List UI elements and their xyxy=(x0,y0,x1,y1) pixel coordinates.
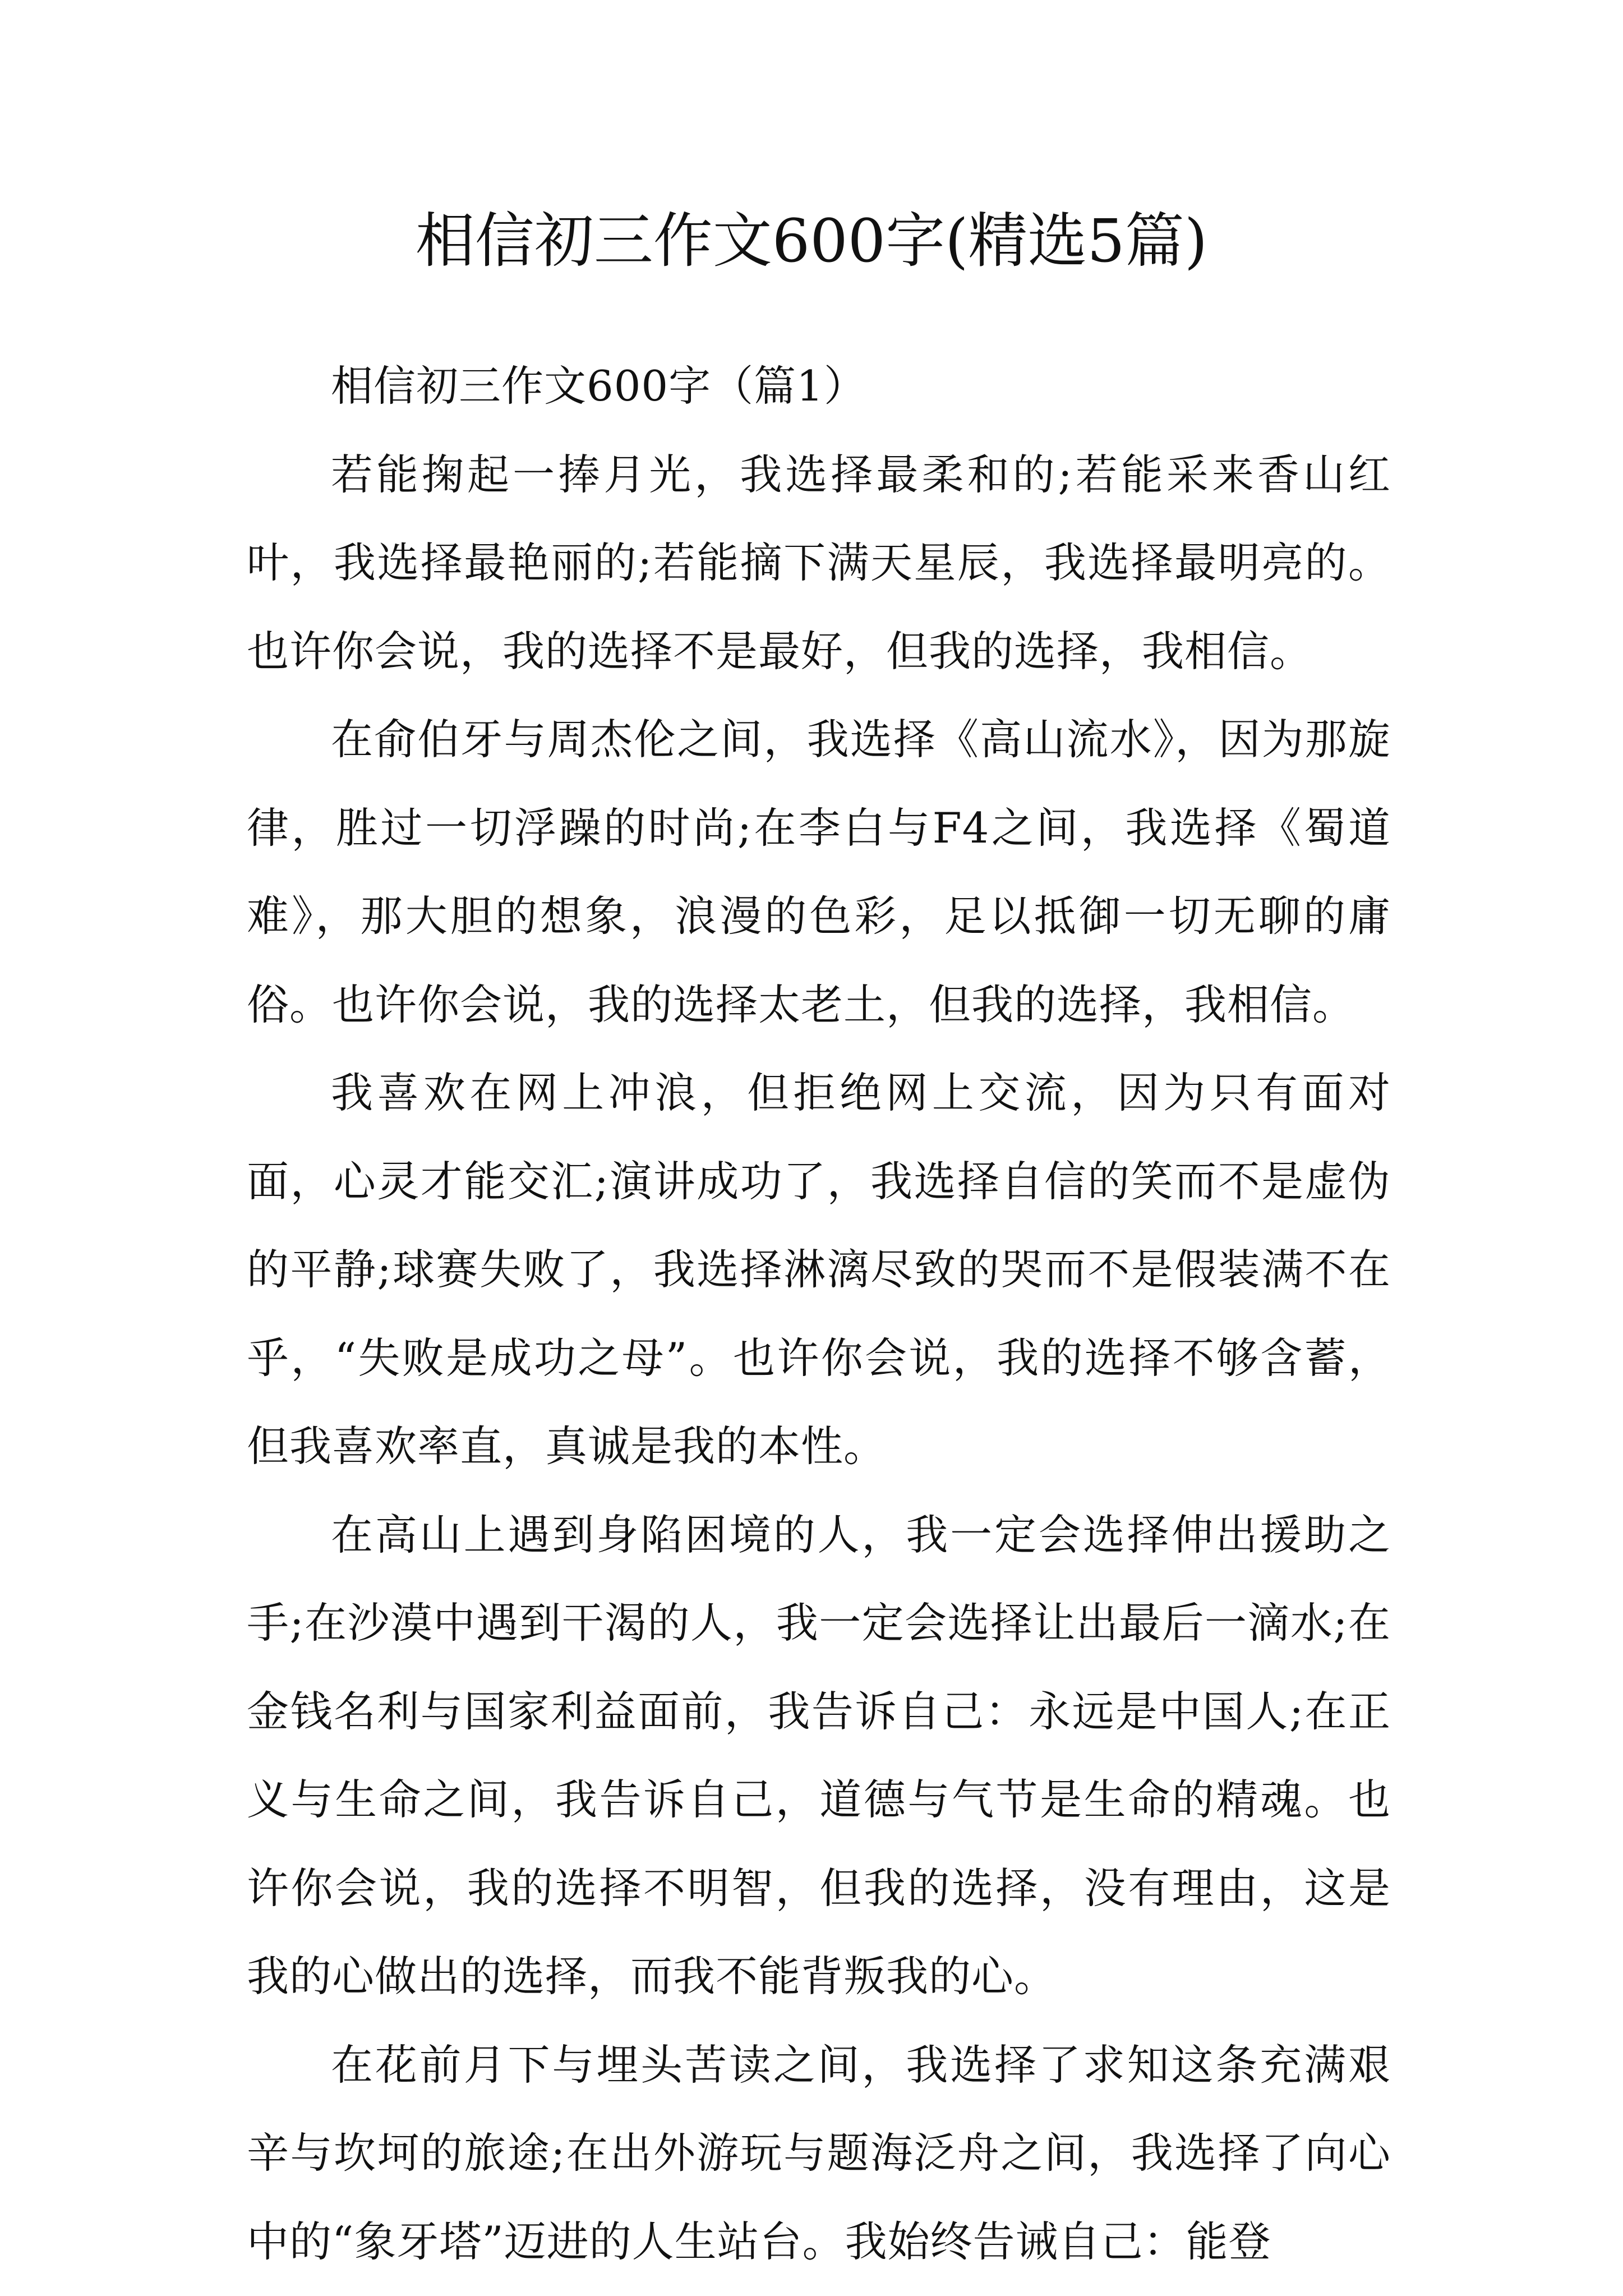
paragraph: 若能掬起一捧月光，我选择最柔和的;若能采来香山红叶，我选择最艳丽的;若能摘下满天星辰，我选择最明亮的。也许你会说，我的选择不是最好，但我的选择，我相信。 xyxy=(247,449,1391,676)
paragraph: 在俞伯牙与周杰伦之间，我选择《高山流水》，因为那旋律，胜过一切浮躁的时尚;在李白与F4之间，我选择《蜀道难》，那大胆的想象，浪漫的色彩，足以抵御一切无聊的庸俗。也许你会说，我的选择太老土，但我的选择，我相信。 xyxy=(247,715,1391,1029)
document-title: 相信初三作文600字(精选5篇) xyxy=(415,206,1208,275)
document-body xyxy=(247,342,1391,2286)
paragraph: 我喜欢在网上冲浪，但拒绝网上交流，因为只有面对面，心灵才能交汇;演讲成功了，我选择自信的笑而不是虚伪的平静;球赛失败了，我选择淋漓尽致的哭而不是假装满不在乎，“失败是成功之母”。也许你会说，我的选择不够含蓄，但我喜欢率直，真诚是我的本性。 xyxy=(247,1068,1391,1471)
paragraph: 在高山上遇到身陷困境的人，我一定会选择伸出援助之手;在沙漠中遇到干渴的人，我一定会选择让出最后一滴水;在金钱名利与国家利益面前，我告诉自己：永远是中国人;在正义与生命之间，我告诉自己，道德与气节是生命的精魂。也许你会说，我的选择不明智，但我的选择，没有理由，这是我的心做出的选择，而我不能背叛我的心。 xyxy=(247,1510,1391,2001)
paragraph: 在花前月下与埋头苦读之间，我选择了求知这条充满艰辛与坎坷的旅途;在出外游玩与题海泛舟之间，我选择了向心中的“象牙塔”迈进的人生站台。我始终告诫自己：能登 xyxy=(247,2040,1391,2266)
section-heading: 相信初三作文600字（篇1） xyxy=(331,361,866,411)
